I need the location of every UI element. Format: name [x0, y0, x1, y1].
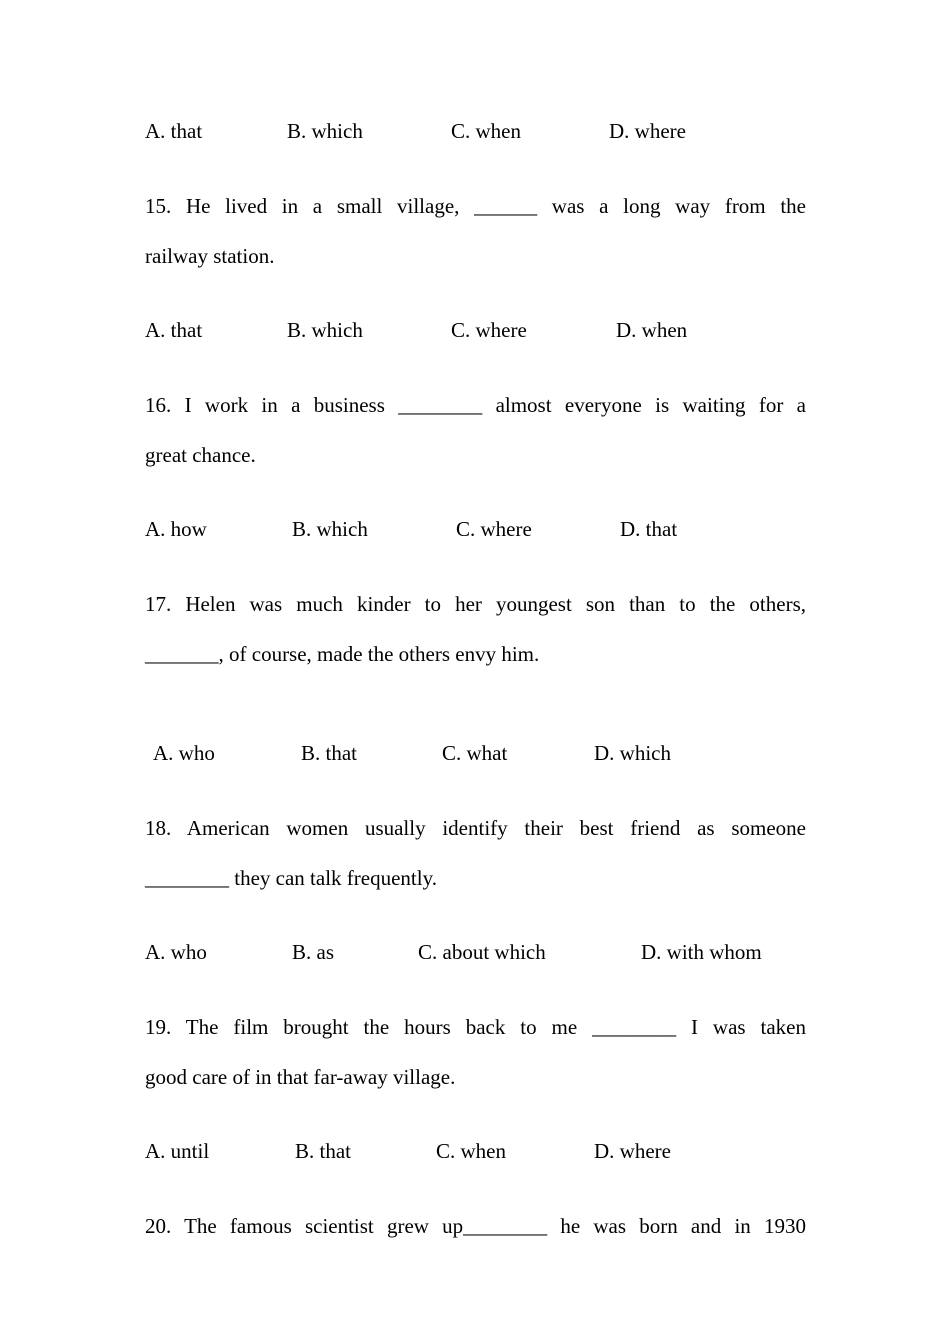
q18-stem-line-1: 18. American women usually identify their best friend as someone — [145, 816, 806, 840]
q15-stem-line-1: 15. He lived in a small village, ______ was a long way from the — [145, 194, 806, 218]
q16-option-c: C. where — [456, 517, 532, 541]
q19-stem-line-2: good care of in that far-away village. — [145, 1065, 456, 1089]
q20-stem-line-1: 20. The famous scientist grew up________ he was born and in 1930 — [145, 1214, 806, 1238]
q17-stem-line-2: _______, of course, made the others envy him. — [145, 642, 540, 666]
q14-option-a: A. that — [145, 119, 203, 143]
q17-option-a: A. who — [153, 741, 215, 765]
q15-stem-line-2: railway station. — [145, 244, 275, 268]
q14-option-b: B. which — [287, 119, 363, 143]
q15-option-a: A. that — [145, 318, 203, 342]
q14-option-c: C. when — [451, 119, 521, 143]
q16-option-a: A. how — [145, 517, 207, 541]
q14-option-d: D. where — [609, 119, 686, 143]
q19-option-a: A. until — [145, 1139, 210, 1163]
q19-option-c: C. when — [436, 1139, 506, 1163]
q19-stem-line-1: 19. The film brought the hours back to me ________ I was taken — [145, 1015, 806, 1039]
q18-option-d: D. with whom — [641, 940, 762, 964]
q18-option-b: B. as — [292, 940, 334, 964]
q15-option-c: C. where — [451, 318, 527, 342]
q17-stem-line-1: 17. Helen was much kinder to her youngest son than to the others, — [145, 592, 806, 616]
q16-stem-line-2: great chance. — [145, 443, 256, 467]
q17-option-d: D. which — [594, 741, 671, 765]
q15-option-b: B. which — [287, 318, 363, 342]
q15-option-d: D. when — [616, 318, 688, 342]
q18-options — [145, 937, 806, 967]
q16-stem-line-1: 16. I work in a business ________ almost everyone is waiting for a — [145, 393, 806, 417]
q14-options — [145, 116, 806, 146]
q16-option-d: D. that — [620, 517, 678, 541]
q18-option-c: C. about which — [418, 940, 546, 964]
q18-stem-line-2: ________ they can talk frequently. — [145, 866, 437, 890]
q17-options — [145, 738, 806, 768]
q17-option-c: C. what — [442, 741, 508, 765]
q19-option-b: B. that — [295, 1139, 351, 1163]
q16-options — [145, 514, 806, 544]
q15-options — [145, 315, 806, 345]
q16-option-b: B. which — [292, 517, 368, 541]
q19-option-d: D. where — [594, 1139, 671, 1163]
q19-options — [145, 1136, 806, 1166]
q17-option-b: B. that — [301, 741, 357, 765]
q18-option-a: A. who — [145, 940, 207, 964]
